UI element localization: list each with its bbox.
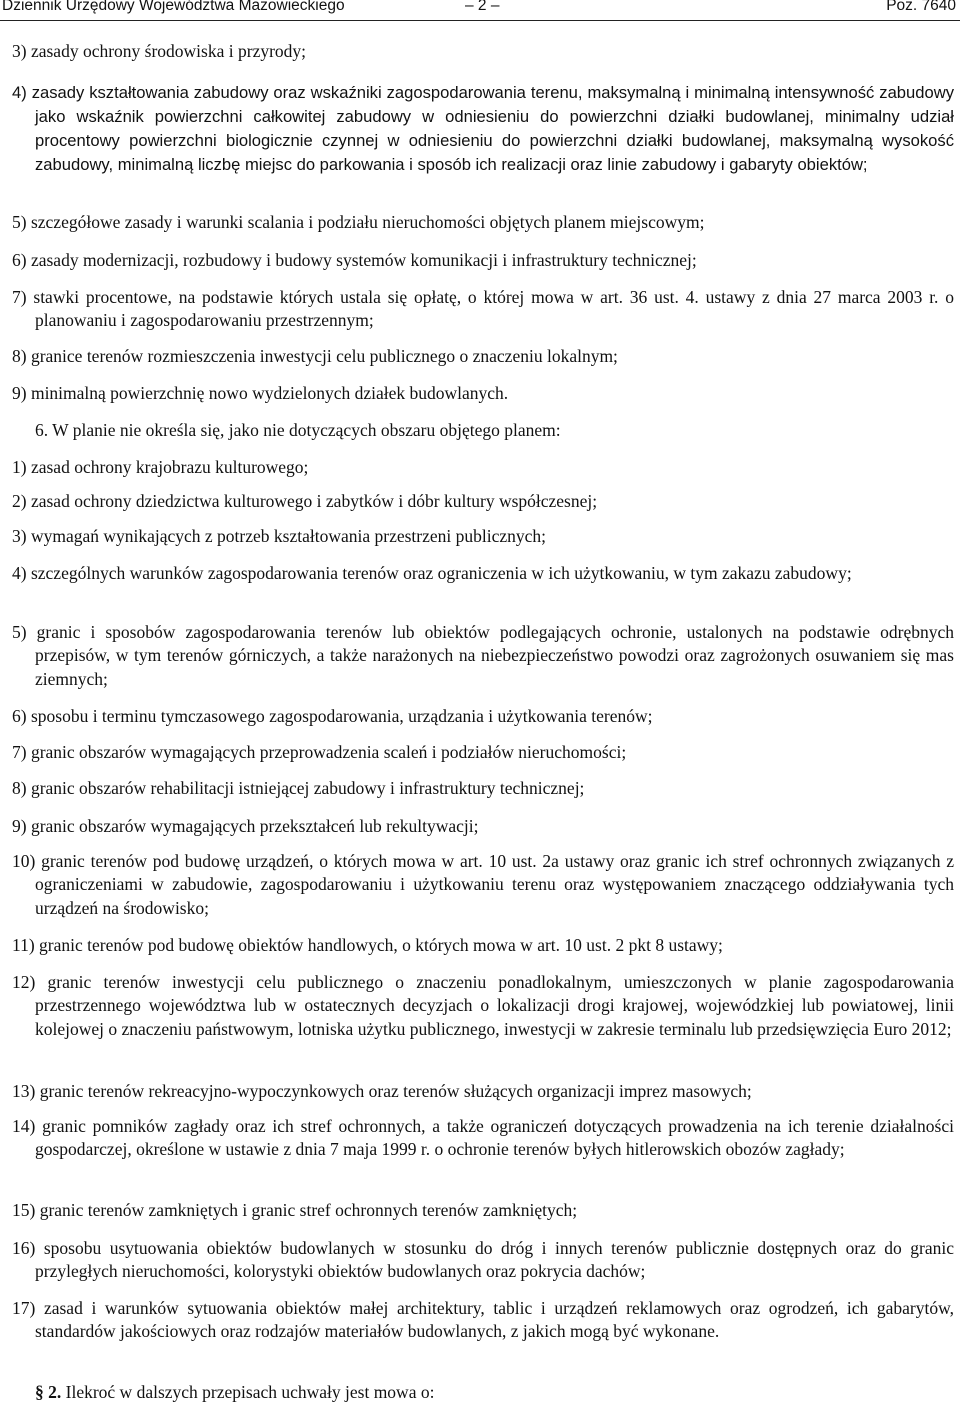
header-rule <box>0 20 960 21</box>
list-item: 8) granic obszarów rehabilitacji istniejącej zabudowy i infrastruktury technicznej; <box>12 778 585 798</box>
list-item: 5) szczegółowe zasady i warunki scalania i podziału nieruchomości objętych planem miejscowym; <box>12 212 705 232</box>
list-item: 12) granic terenów inwestycji celu publicznego o znaczeniu ponadlokalnym, umieszczonych w planie zagospodarowania przestrzennego województwa lub w ostatecznych decyzjach o lokalizacji drogi krajowej, wojewódzkiej lub powiatowej, linii kolejowej o znaczeniu państwowym, lotniska użytku publicznego, inwestycji w zakresie terminalu lub przedsięwzięcia Euro 2012; <box>12 972 954 1039</box>
list-item: 6) sposobu i terminu tymczasowego zagospodarowania, urządzania i użytkowania terenów; <box>12 706 653 726</box>
journal-title: Dziennik Urzędowy Województwa Mazowieckiego <box>2 0 345 14</box>
list-item: 4) zasady kształtowania zabudowy oraz wskaźniki zagospodarowania terenu, maksymalną i minimalną intensywność zabudowy jako wskaźnik powierzchni całkowitej zabudowy w odniesieniu do powierzchni działki budowlanej, minimalny udział procentowy powierzchni biologicznie czynnej w odniesieniu do powierzchni działki budowlanej, maksymalną wysokość zabudowy, minimalną liczbę miejsc do parkowania i sposób ich realizacji oraz linie zabudowy i gabaryty obiektów; <box>12 83 954 174</box>
list-item: 4) szczególnych warunków zagospodarowania terenów oraz ograniczenia w ich użytkowaniu, w tym zakazu zabudowy; <box>12 563 852 583</box>
list-item: 13) granic terenów rekreacyjno-wypoczynkowych oraz terenów służących organizacji imprez masowych; <box>12 1081 752 1101</box>
list-item: 14) granic pomników zagłady oraz ich stref ochronnych, a także ograniczeń dotyczących prowadzenia na ich terenie działalności gospodarczej, określone w ustawie z dnia 7 maja 1999 r. o ochronie terenów byłych hitlerowskich obozów zagłady; <box>12 1116 954 1160</box>
page-header <box>0 0 960 19</box>
list-item: 5) granic i sposobów zagospodarowania terenów lub obiektów podlegających ochronie, ustalonych na podstawie odrębnych przepisów, w tym terenów górniczych, a także narażonych na niebezpieczeństwo powodzi oraz zagrożonych osuwaniem się mas ziemnych; <box>12 622 954 689</box>
section-2-paragraph <box>35 1381 954 1404</box>
list-item: 8) granice terenów rozmieszczenia inwestycji celu publicznego o znaczeniu lokalnym; <box>12 346 618 366</box>
list-item: 3) wymagań wynikających z potrzeb kształtowania przestrzeni publicznych; <box>12 526 547 546</box>
list-item: 1) zasad ochrony krajobrazu kulturowego; <box>12 457 309 477</box>
paragraph-6: 6. W planie nie określa się, jako nie dotyczących obszaru objętego planem: <box>35 420 561 440</box>
list-item: 17) zasad i warunków sytuowania obiektów małej architektury, tablic i urządzeń reklamowych oraz ogrodzeń, ich gabarytów, standardów jakościowych oraz rodzajów materiałów budowlanych, z jakich mogą być wykonane. <box>12 1298 954 1342</box>
section-2-number: § 2. <box>35 1382 62 1402</box>
page-number: – 2 – <box>465 0 500 14</box>
list-item: 2) zasad ochrony dziedzictwa kulturowego i zabytków i dóbr kultury współczesnej; <box>12 491 598 511</box>
list-item: 6) zasady modernizacji, rozbudowy i budowy systemów komunikacji i infrastruktury technicznej; <box>12 250 697 270</box>
section-2-text: Ilekroć w dalszych przepisach uchwały jest mowa o: <box>65 1382 435 1402</box>
list-item: 11) granic terenów pod budowę obiektów handlowych, o których mowa w art. 10 ust. 2 pkt 8 ustawy; <box>12 935 723 955</box>
list-item: 7) stawki procentowe, na podstawie których ustala się opłatę, o której mowa w art. 36 ust. 4. ustawy z dnia 27 marca 2003 r. o planowaniu i zagospodarowaniu przestrzennym; <box>12 287 954 331</box>
position-number: Poz. 7640 <box>886 0 956 14</box>
list-item: 15) granic terenów zamkniętych i granic stref ochronnych terenów zamkniętych; <box>12 1200 578 1220</box>
list-item: 9) granic obszarów wymagających przekształceń lub rekultywacji; <box>12 816 479 836</box>
list-item: 9) minimalną powierzchnię nowo wydzielonych działek budowlanych. <box>12 383 509 403</box>
list-item: 16) sposobu usytuowania obiektów budowlanych w stosunku do dróg i innych terenów publicznie dostępnych oraz do granic przyległych nieruchomości, kolorystyki obiektów budowlanych oraz pokrycia dachów; <box>12 1238 954 1282</box>
list-item: 3) zasady ochrony środowiska i przyrody; <box>12 41 307 61</box>
list-item: 10) granic terenów pod budowę urządzeń, o których mowa w art. 10 ust. 2a ustawy oraz granic ich stref ochronnych związanych z ograniczeniami w zabudowie, zagospodarowaniu i użytkowaniu terenu oraz występowaniem znaczącego oddziaływania tych urządzeń na środowisko; <box>12 851 954 918</box>
list-item: 7) granic obszarów wymagających przeprowadzenia scaleń i podziałów nieruchomości; <box>12 742 627 762</box>
